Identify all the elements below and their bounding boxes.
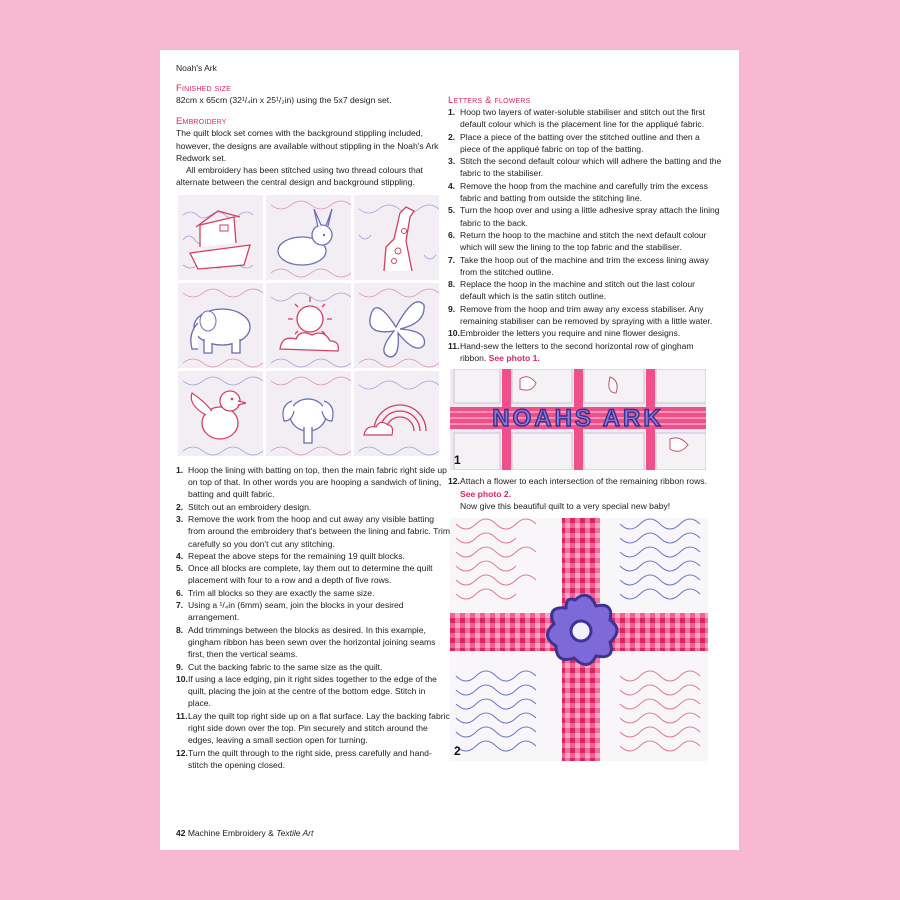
list-item: 4. Repeat the above steps for the remaining 19 quilt blocks. (176, 550, 405, 561)
block-elephant-standing (266, 371, 351, 456)
list-item: 12. Turn the quilt through to the right side, press carefully and hand-stitch the opening closed. (176, 747, 432, 770)
list-item: 1. Hoop the lining with batting on top, then the main fabric right side up on top of that. In other words you are hooping a sandwich of lining, batting and quilt fabric. (176, 464, 447, 500)
embroidery-para-2: All embroidery has been stitched using two thread colours that alternate between the central design and background stippling. (176, 165, 423, 188)
photo-1-image (450, 369, 706, 470)
block-rabbits (266, 195, 351, 280)
elephant-icon (266, 371, 351, 456)
list-item: 7. Take the hoop out of the machine and trim the excess lining away from the stitched outline. (448, 254, 709, 277)
photo-1-number: 1 (454, 453, 461, 468)
list-item: 12. Attach a flower to each intersection of the remaining ribbon rows. See photo 2. (448, 476, 707, 499)
right-column (448, 95, 722, 761)
page-number: 42 (176, 828, 186, 838)
running-head: Noah's Ark (176, 63, 217, 73)
list-item: 10. If using a lace edging, pin it right sides together to the edge of the quilt, placing the join at the centre of the bottom edge. Stitch in place. (176, 673, 437, 709)
list-item: 5. Once all blocks are complete, lay them out to determine the quilt placement with four to a row and a depth of five rows. (176, 563, 433, 586)
left-column (176, 83, 450, 771)
right-steps-list (448, 106, 722, 364)
magazine-name-italic: Textile Art (276, 828, 314, 838)
block-bird (178, 371, 263, 456)
block-sun (266, 283, 351, 368)
list-item: 2. Place a piece of the batting over the stitched outline and then a piece of the appliqué fabric on top of the batting. (448, 131, 700, 154)
list-item: 3. Stitch the second default colour which will adhere the batting and the fabric to the stabiliser. (448, 156, 722, 179)
embroidery-heading: Embroidery (176, 116, 227, 128)
photo-2-image (450, 518, 708, 761)
magazine-name: Machine Embroidery & (187, 828, 274, 838)
list-item: 6. Trim all blocks so they are exactly the same size. (176, 587, 375, 598)
photo-2 (450, 518, 708, 761)
magazine-page (160, 50, 739, 850)
ark-icon (178, 195, 263, 280)
page-footer (176, 828, 313, 838)
letters-heading: Letters & flowers (448, 95, 531, 106)
rainbow-icon (354, 371, 439, 456)
list-item: 2. Stitch out an embroidery design. (176, 501, 312, 512)
list-item: 5. Turn the hoop over and using a little adhesive spray attach the lining fabric to the back. (448, 205, 720, 228)
photo-1 (450, 369, 706, 470)
list-item: 3. Remove the work from the hoop and cut away any visible batting from around the embroidery that's between the lining and fabric. Trim carefully so you don't cut any stitching. (176, 513, 450, 549)
butterfly-icon (354, 283, 439, 368)
finished-size-heading: Finished size (176, 83, 231, 94)
closing-text: Now give this beautiful quilt to a very special new baby! (460, 500, 671, 511)
list-item: 6. Return the hoop to the machine and stitch the next default colour which will sew the lining to the top fabric and the stabiliser. (448, 229, 707, 253)
right-steps-list-continued (448, 475, 722, 500)
left-steps-list (176, 464, 450, 771)
noahs-ark-applique: NOAHS ARK (492, 405, 664, 433)
block-ark (178, 195, 263, 280)
block-elephant (178, 283, 263, 368)
photo-2-reference: See photo 2. (460, 488, 512, 499)
rabbit-icon (266, 195, 351, 280)
block-giraffe (354, 195, 439, 280)
list-item: 7. Using a ¹/₄in (6mm) seam, join the blocks in your desired arrangement. (176, 600, 404, 623)
block-rainbow (354, 371, 439, 456)
bird-icon (178, 371, 263, 456)
list-item: 9. Cut the backing fabric to the same size as the quilt. (176, 661, 383, 672)
list-item: 8. Add trimmings between the blocks as desired. In this example, gingham ribbon has been sewn over the horizontal joining seams first, then the vertical seams. (176, 624, 436, 660)
quilt-block-grid (178, 195, 450, 456)
sun-icon (266, 283, 351, 368)
embroidery-para-1: The quilt block set comes with the background stippling included, however, the designs are available without stippling in the Noah's Ark Redwork set. (176, 128, 439, 163)
elephant-icon (178, 283, 263, 368)
giraffe-icon (354, 195, 439, 280)
list-item: 10. Embroider the letters you require and nine flower designs. (448, 328, 681, 339)
photo-1-reference: See photo 1. (488, 352, 540, 363)
list-item: 1. Hoop two layers of water-soluble stabiliser and stitch out the first default colour which is the placement line for the appliqué fabric. (448, 107, 706, 130)
photo-2-number: 2 (454, 744, 461, 759)
list-item: 9. Remove from the hoop and trim away any excess stabiliser. Any remaining stabiliser can be removed by spraying with a little water. (448, 303, 713, 327)
block-butterfly (354, 283, 439, 368)
finished-size-text: 82cm x 65cm (32¹/₄in x 25¹/₂in) using the 5x7 design set. (176, 95, 392, 105)
list-item: 4. Remove the hoop from the machine and carefully trim the excess fabric and batting from outside the stitching line. (448, 180, 708, 204)
list-item: 11. Lay the quilt top right side up on a flat surface. Lay the backing fabric right side down over the top. Pin securely and stitch around the edges, leaving a small section open for turning. (176, 710, 450, 746)
list-item: 11. Hand-sew the letters to the second horizontal row of gingham ribbon. See photo 1. (448, 340, 694, 363)
list-item: 8. Replace the hoop in the machine and stitch out the last colour default which is the satin stitch outline. (448, 279, 696, 302)
